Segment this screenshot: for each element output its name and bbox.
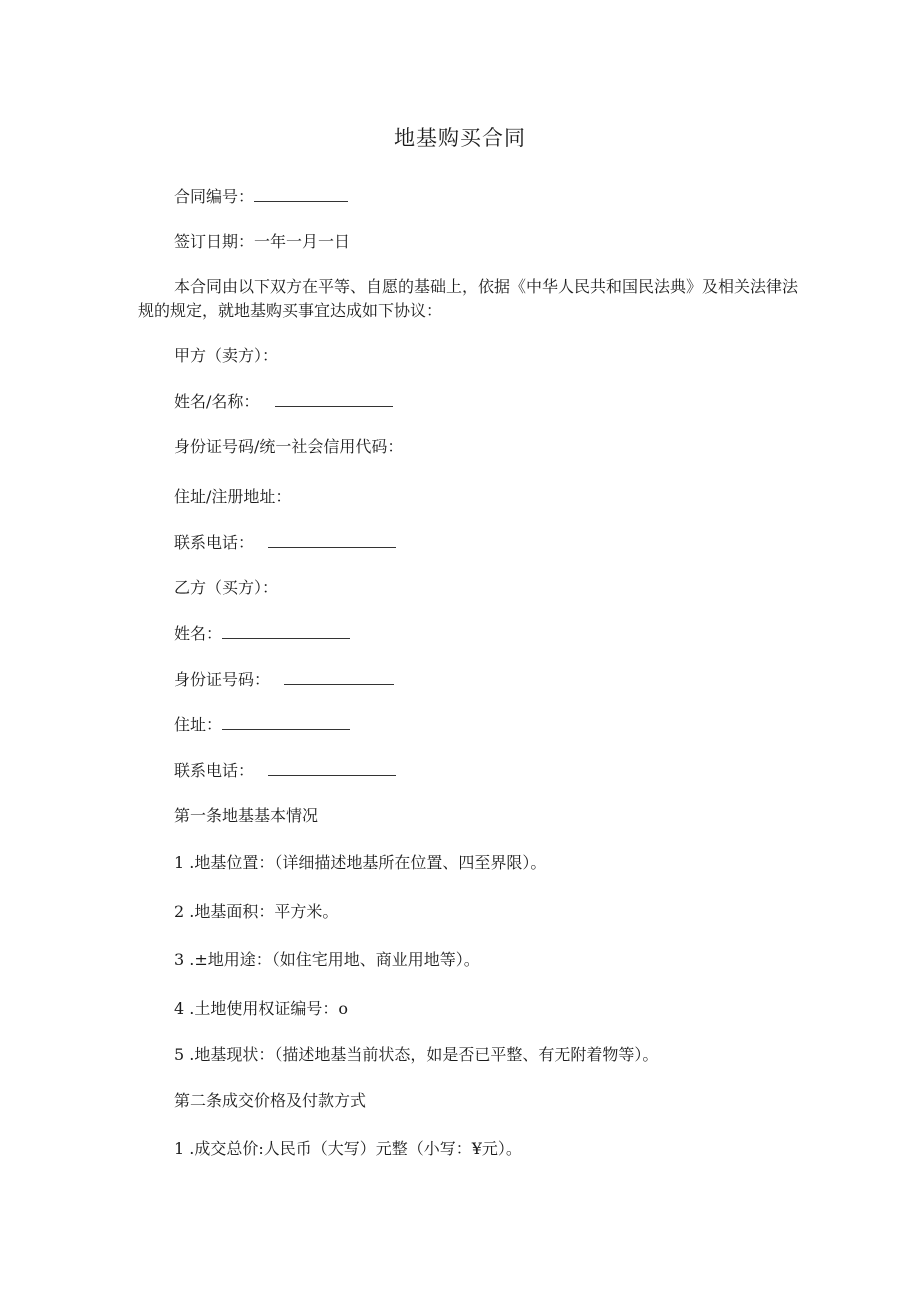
party-a-phone-line [174, 533, 396, 553]
party-b-address-blank [222, 715, 350, 730]
article-1-item: 2 .地基面积：平方米。 [174, 902, 339, 921]
party-b-address-line [174, 715, 350, 735]
party-b-id-line [174, 670, 394, 690]
party-b-phone-blank [268, 761, 396, 776]
contract-number-blank [254, 187, 348, 202]
party-a-phone-label: 联系电话： [174, 533, 255, 552]
party-b-phone-line [174, 761, 396, 781]
document-title: 地基购买合同 [394, 126, 526, 150]
party-b-name-label: 姓名： [174, 624, 223, 643]
party-a-name-line [174, 392, 393, 412]
party-b-heading: 乙方（买方）： [174, 578, 279, 597]
article-1-heading: 第一条地基基本情况 [174, 806, 319, 825]
party-a-heading: 甲方（卖方）： [174, 346, 279, 365]
article-2-heading: 第二条成交价格及付款方式 [174, 1091, 367, 1110]
party-a-name-label: 姓名/名称： [174, 392, 260, 411]
party-b-address-label: 住址： [174, 715, 223, 734]
article-1-item: 4 .土地使用权证编号：o [174, 999, 348, 1018]
article-1-item: 5 .地基现状：（描述地基当前状态，如是否已平整、有无附着物等）。 [174, 1045, 659, 1064]
party-a-address-line: 住址/注册地址： [174, 487, 292, 506]
party-a-id-line: 身份证号码/统一社会信用代码： [174, 437, 404, 456]
party-b-name-line [174, 624, 350, 644]
party-b-name-blank [222, 624, 350, 639]
contract-number-label: 合同编号： [174, 187, 255, 206]
party-a-phone-blank [268, 533, 396, 548]
sign-date-line: 签订日期：一年一月一日 [174, 232, 351, 251]
party-b-id-label: 身份证号码： [174, 670, 271, 689]
article-1-item: 1 .地基位置：（详细描述地基所在位置、四至界限）。 [174, 853, 547, 872]
article-1-item: 3 .±地用途：（如住宅用地、商业用地等）。 [174, 950, 480, 969]
party-b-id-blank [284, 670, 394, 685]
contract-number-line [174, 187, 348, 207]
party-a-name-blank [275, 392, 393, 407]
article-2-item: 1 .成交总价:人民币（大写）元整（小写：¥元）。 [174, 1139, 522, 1158]
party-b-phone-label: 联系电话： [174, 761, 255, 780]
intro-paragraph: 本合同由以下双方在平等、自愿的基础上，依据《中华人民共和国民法典》及相关法律法规的规定，就地基购买事宜达成如下协议： [138, 277, 799, 320]
